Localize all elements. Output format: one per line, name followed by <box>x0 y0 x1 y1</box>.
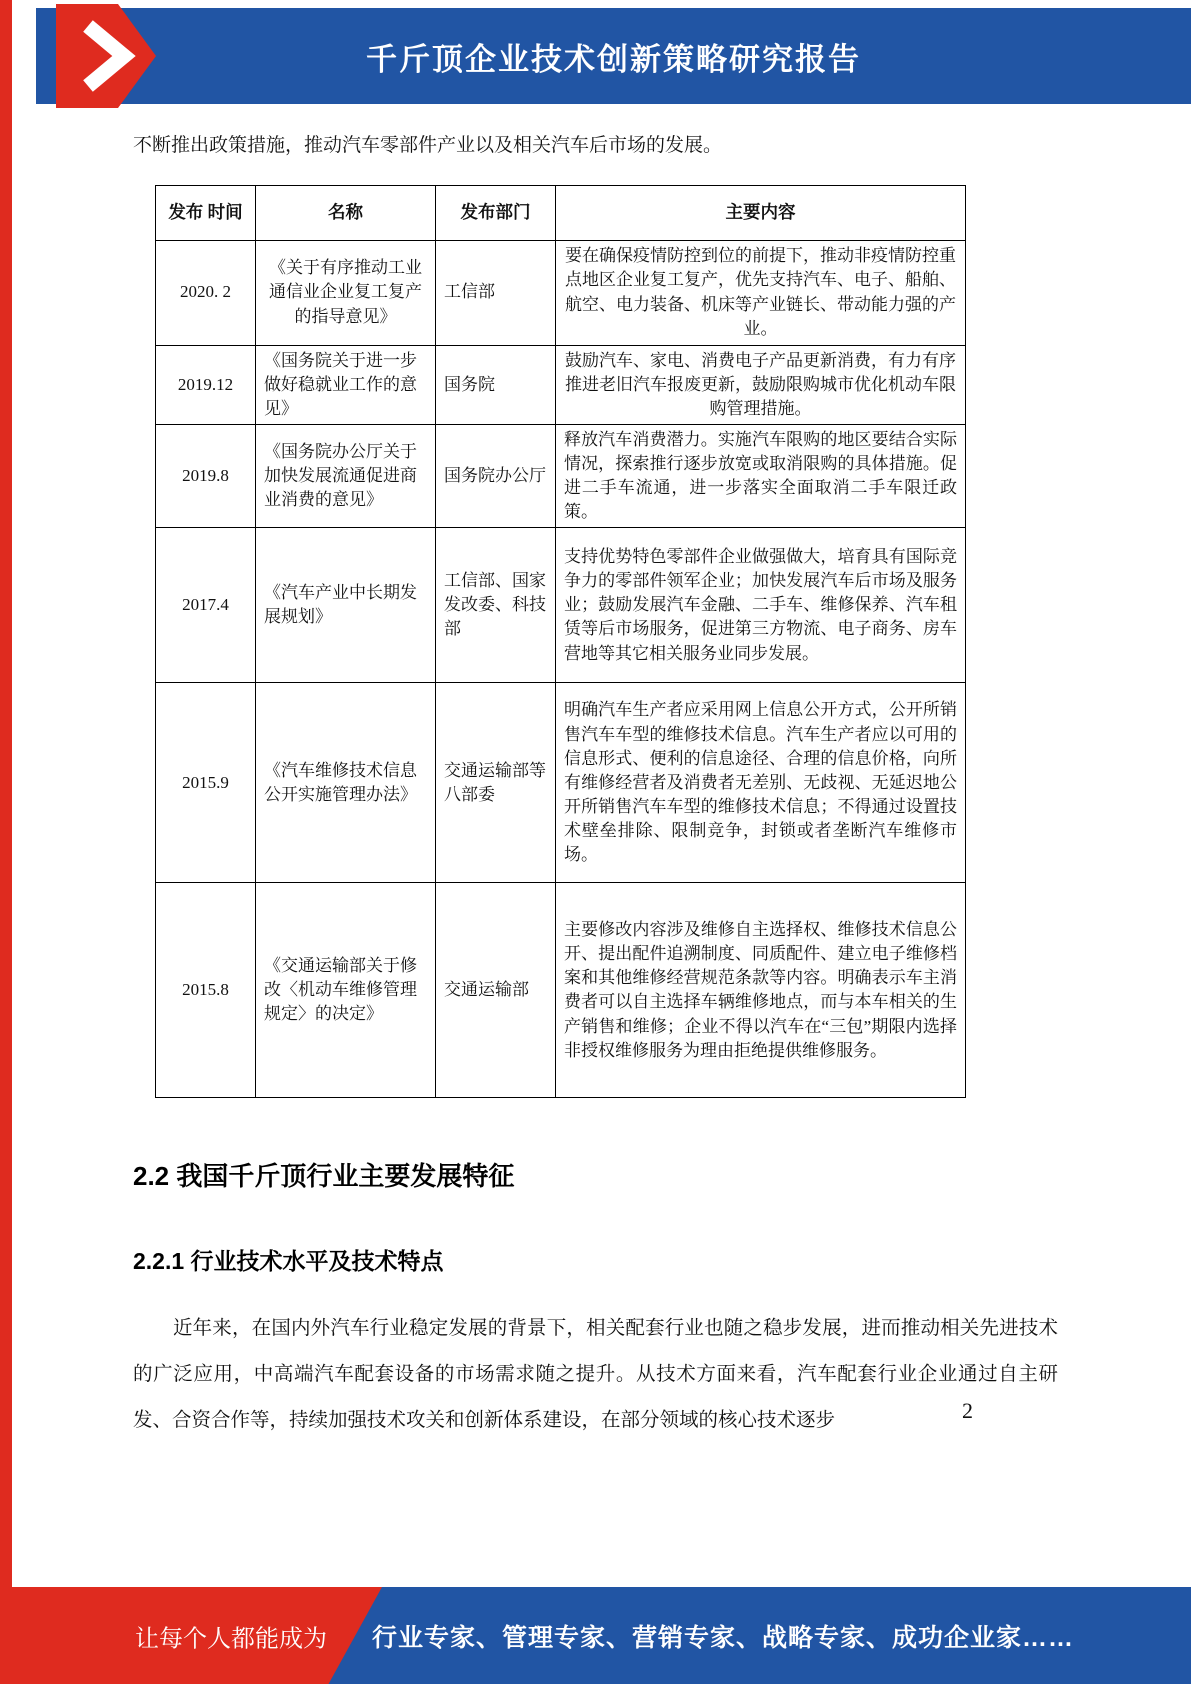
cell-date: 2017.4 <box>156 528 256 683</box>
cell-dept: 交通运输部等八部委 <box>436 683 556 883</box>
col-header-name: 名称 <box>256 185 436 240</box>
section-heading-2-2-1: 2.2.1 行业技术水平及技术特点 <box>133 1248 444 1275</box>
cell-content: 要在确保疫情防控到位的前提下，推动非疫情防控重点地区企业复工复产，优先支持汽车、电子、船舶、航空、电力装备、机床等产业链长、带动能力强的产业。 <box>556 240 966 345</box>
col-header-date: 发布 时间 <box>156 185 256 240</box>
policy-table <box>155 185 966 1099</box>
red-arrow-icon <box>56 4 156 113</box>
table-row <box>156 240 966 345</box>
footer-slogan-right: 行业专家、管理专家、营销专家、战略专家、成功企业家…… <box>372 1623 1075 1652</box>
intro-paragraph: 不断推出政策措施，推动汽车零部件产业以及相关汽车后市场的发展。 <box>133 135 723 156</box>
table-row <box>156 528 966 683</box>
cell-dept: 交通运输部 <box>436 883 556 1098</box>
section-heading-2-2: 2.2 我国千斤顶行业主要发展特征 <box>133 1161 515 1192</box>
page-content <box>0 104 1191 1444</box>
table-row <box>156 683 966 883</box>
page-footer <box>0 1587 1191 1684</box>
table-row <box>156 345 966 424</box>
table-row <box>156 424 966 528</box>
cell-name: 《汽车产业中长期发展规划》 <box>256 528 436 683</box>
cell-content: 释放汽车消费潜力。实施汽车限购的地区要结合实际情况，探索推行逐步放宽或取消限购的具体措施。促进二手车流通，进一步落实全面取消二手车限迁政策。 <box>556 424 966 528</box>
cell-dept: 国务院 <box>436 345 556 424</box>
cell-content: 主要修改内容涉及维修自主选择权、维修技术信息公开、提出配件追溯制度、同质配件、建立电子维修档案和其他维修经营规范条款等内容。明确表示车主消费者可以自主选择车辆维修地点，而与本车相关的生产销售和维修；企业不得以汽车在“三包”期限内选择非授权维修服务为理由拒绝提供维修服务。 <box>556 883 966 1098</box>
cell-name: 《关于有序推动工业通信业企业复工复产的指导意见》 <box>256 240 436 345</box>
cell-name: 《国务院关于进一步做好稳就业工作的意见》 <box>256 345 436 424</box>
cell-date: 2020. 2 <box>156 240 256 345</box>
page-header <box>36 8 1191 104</box>
cell-name: 《汽车维修技术信息公开实施管理办法》 <box>256 683 436 883</box>
cell-dept: 国务院办公厅 <box>436 424 556 528</box>
col-header-content: 主要内容 <box>556 185 966 240</box>
cell-content: 支持优势特色零部件企业做强做大，培育具有国际竞争力的零部件领军企业；加快发展汽车后市场及服务业；鼓励发展汽车金融、二手车、维修保养、汽车租赁等后市场服务，促进第三方物流、电子商务、房车营地等其它相关服务业同步发展。 <box>556 528 966 683</box>
footer-slogan-left: 让每个人都能成为 <box>135 1626 327 1652</box>
cell-dept: 工信部 <box>436 240 556 345</box>
col-header-dept: 发布部门 <box>436 185 556 240</box>
cell-content: 鼓励汽车、家电、消费电子产品更新消费，有力有序推进老旧汽车报废更新，鼓励限购城市优化机动车限购管理措施。 <box>556 345 966 424</box>
cell-date: 2019.12 <box>156 345 256 424</box>
table-row <box>156 883 966 1098</box>
body-paragraph: 近年来，在国内外汽车行业稳定发展的背景下，相关配套行业也随之稳步发展，进而推动相关先进技术的广泛应用，中高端汽车配套设备的市场需求随之提升。从技术方面来看，汽车配套行业企业通过自主研发、合资合作等，持续加强技术攻关和创新体系建设，在部分领域的核心技术逐步 <box>133 1318 1058 1431</box>
cell-content: 明确汽车生产者应采用网上信息公开方式，公开所销售汽车车型的维修技术信息。汽车生产者应以可用的信息形式、便利的信息途径、合理的信息价格，向所有维修经营者及消费者无差别、无歧视、无延迟地公开所销售汽车车型的维修技术信息；不得通过设置技术壁垒排除、限制竞争，封锁或者垄断汽车维修市场。 <box>556 683 966 883</box>
cell-date: 2015.9 <box>156 683 256 883</box>
report-title: 千斤顶企业技术创新策略研究报告 <box>366 41 861 77</box>
table-header-row <box>156 185 966 240</box>
cell-date: 2019.8 <box>156 424 256 528</box>
cell-name: 《交通运输部关于修改〈机动车维修管理规定〉的决定》 <box>256 883 436 1098</box>
cell-name: 《国务院办公厅关于加快发展流通促进商业消费的意见》 <box>256 424 436 528</box>
page-number: 2 <box>962 1398 973 1423</box>
cell-dept: 工信部、国家发改委、科技部 <box>436 528 556 683</box>
cell-date: 2015.8 <box>156 883 256 1098</box>
